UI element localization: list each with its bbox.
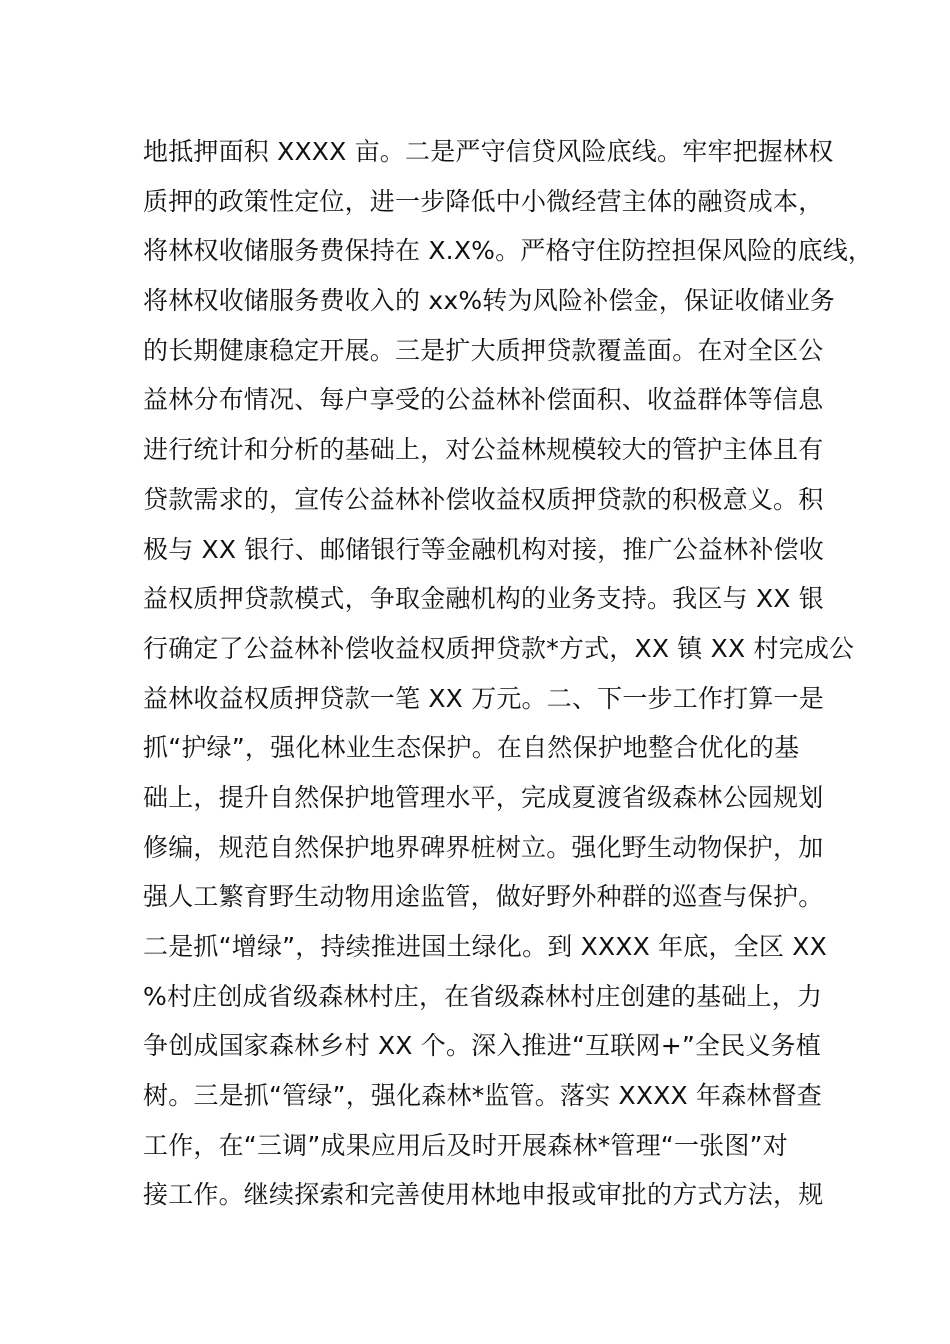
text-line-6: 益林分布情况、每户享受的公益林补偿面积、收益群体等信息 bbox=[143, 385, 824, 415]
text-line-9: 极与 XX 银行、邮储银行等金融机构对接，推广公益林补偿收 bbox=[143, 534, 824, 564]
text-line-13: 抓“护绿”，强化林业生态保护。在自然保护地整合优化的基 bbox=[143, 733, 800, 763]
text-line-20: 树。三是抓“管绿”，强化森林*监管。落实 XXXX 年森林督查 bbox=[143, 1081, 823, 1111]
text-line-18: %村庄创成省级森林村庄，在省级森林村庄创建的基础上，力 bbox=[143, 981, 823, 1011]
text-line-14: 础上，提升自然保护地管理水平，完成夏渡省级森林公园规划 bbox=[143, 782, 824, 812]
text-line-22: 接工作。继续探索和完善使用林地申报或审批的方式方法，规 bbox=[143, 1180, 824, 1210]
text-line-2: 质押的政策性定位，进一步降低中小微经营主体的融资成本， bbox=[143, 186, 824, 216]
text-line-11: 行确定了公益林补偿收益权质押贷款*方式，XX 镇 XX 村完成公 bbox=[143, 633, 855, 663]
text-line-5: 的长期健康稳定开展。三是扩大质押贷款覆盖面。在对全区公 bbox=[143, 335, 824, 365]
text-line-7: 进行统计和分析的基础上，对公益林规模较大的管护主体且有 bbox=[143, 435, 824, 465]
text-line-15: 修编，规范自然保护地界碑界桩树立。强化野生动物保护，加 bbox=[143, 832, 824, 862]
text-line-4: 将林权收储服务费收入的 xx%转为风险补偿金，保证收储业务 bbox=[143, 286, 836, 316]
text-line-17: 二是抓“增绿”，持续推进国土绿化。到 XXXX 年底，全区 XX bbox=[143, 932, 827, 961]
text-line-12: 益林收益权质押贷款一笔 XX 万元。二、下一步工作打算一是 bbox=[143, 683, 824, 713]
text-line-10: 益权质押贷款模式，争取金融机构的业务支持。我区与 XX 银 bbox=[143, 584, 824, 614]
text-line-21: 工作，在“三调”成果应用后及时开展森林*管理“一张图”对 bbox=[143, 1130, 788, 1160]
text-line-16: 强人工繁育野生动物用途监管，做好野外种群的巡查与保护。 bbox=[143, 882, 824, 912]
text-line-8: 贷款需求的，宣传公益林补偿收益权质押贷款的积极意义。积 bbox=[143, 484, 824, 514]
text-line-19: 争创成国家森林乡村 XX 个。深入推进“互联网+”全民义务植 bbox=[143, 1031, 821, 1061]
text-line-3: 将林权收储服务费保持在 X.X%。严格守住防控担保风险的底线， bbox=[143, 236, 874, 266]
body-text bbox=[143, 127, 874, 1220]
text-line-1: 地抵押面积 XXXX 亩。二是严守信贷风险底线。牢牢把握林权 bbox=[143, 137, 834, 166]
